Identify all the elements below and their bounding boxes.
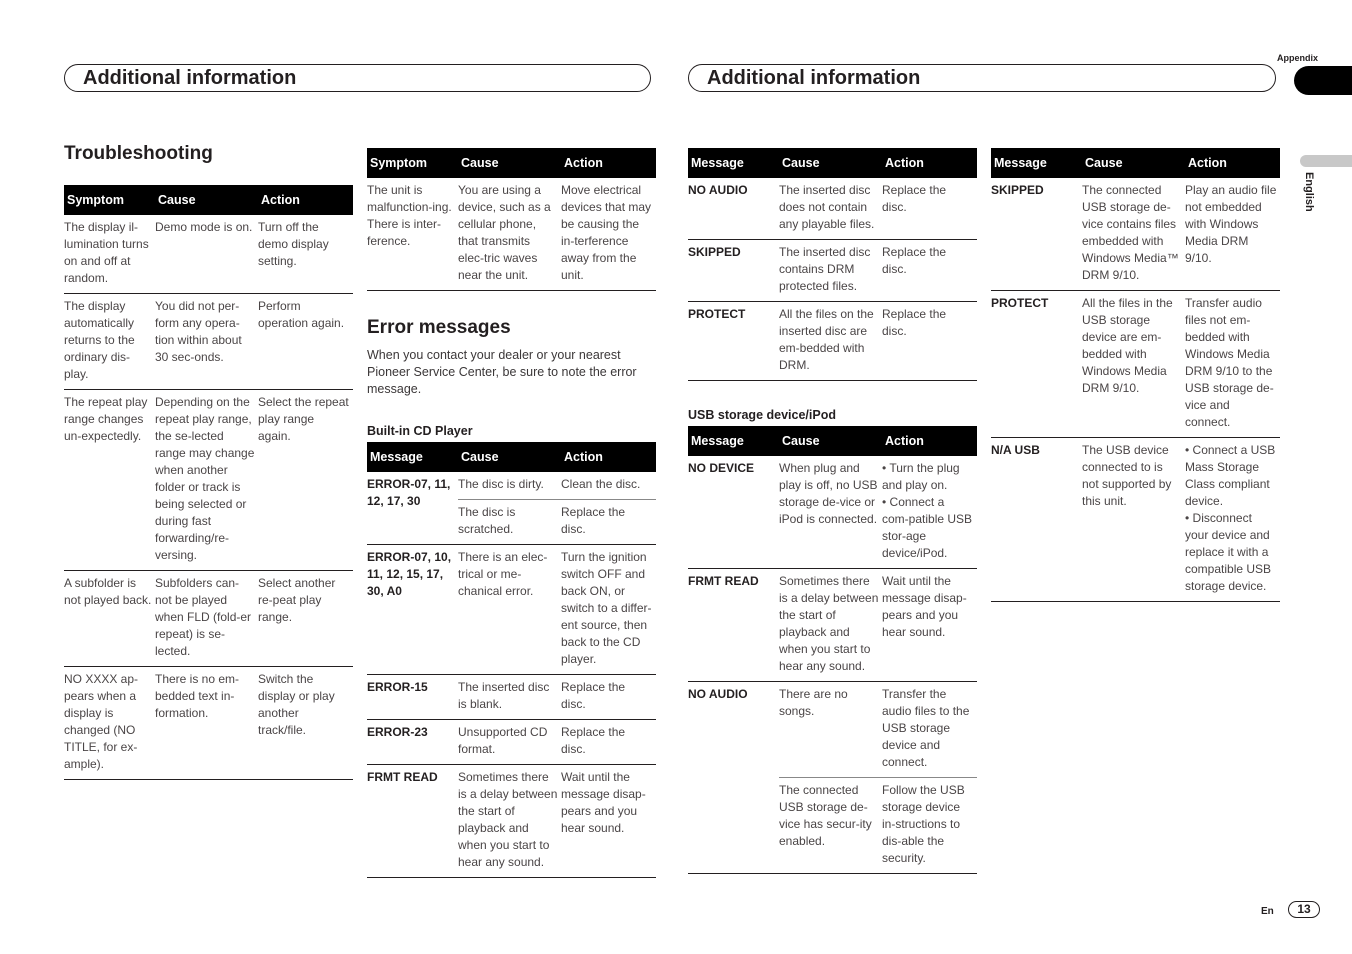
- symptom-cell: The display il-lumination turns on and off at random.: [64, 215, 155, 294]
- message-cell: PROTECT: [688, 302, 779, 381]
- cause-cell: Subfolders can-not be played when FLD (fold-er repeat) is se-lected.: [155, 571, 258, 667]
- appendix-tab-marker: [1294, 66, 1352, 95]
- symptom-cell: NO XXXX ap-pears when a display is changed (NO TITLE, for ex-ample).: [64, 667, 155, 780]
- action-cell: Replace the disc.: [561, 720, 656, 765]
- usb-error-table: [688, 426, 977, 874]
- message-cell: NO AUDIO: [688, 682, 779, 874]
- cause-cell: The disc is dirty.: [458, 477, 544, 491]
- col-symptom: Symptom: [64, 185, 155, 215]
- col-action: Action: [561, 442, 656, 472]
- message-cell: PROTECT: [991, 291, 1082, 438]
- symptom-cell: The unit is malfunction-ing. There is inter-ference.: [367, 178, 458, 291]
- table-row: [688, 569, 977, 682]
- col-action: Action: [258, 185, 353, 215]
- symptom-cell: The repeat play range changes un-expectedly.: [64, 390, 155, 571]
- action-cell: Replace the disc.: [561, 500, 656, 545]
- language-tab-marker: [1300, 155, 1352, 167]
- table-row: [64, 390, 353, 571]
- col-action: Action: [882, 148, 977, 178]
- action-cell: Turn off the demo display setting.: [258, 215, 353, 294]
- table-row: [367, 472, 656, 500]
- message-cell: ERROR-07, 10, 11, 12, 15, 17, 30, A0: [367, 545, 458, 675]
- table-row: [64, 667, 353, 780]
- table-row: [688, 456, 977, 569]
- error-messages-title: Error messages: [367, 317, 511, 338]
- cause-cell: All the files on the inserted disc are em-bedded with DRM.: [779, 302, 882, 381]
- col-action: Action: [882, 426, 977, 456]
- table-row: [367, 675, 656, 720]
- message-cell: N/A USB: [991, 438, 1082, 602]
- cause-cell: The inserted disc is blank.: [458, 675, 561, 720]
- appendix-label: Appendix: [1277, 53, 1319, 63]
- cause-cell: There are no songs.: [779, 687, 848, 718]
- action-cell: Replace the disc.: [882, 302, 977, 381]
- cause-cell: The inserted disc contains DRM protected files.: [779, 240, 882, 302]
- cause-cell: The connected USB storage de-vice contains files embedded with Windows Media™ DRM 9/10.: [1082, 178, 1185, 291]
- col-cause: Cause: [1082, 148, 1185, 178]
- col-cause: Cause: [458, 442, 561, 472]
- cause-cell: The disc is scratched.: [458, 500, 561, 545]
- col-cause: Cause: [779, 426, 882, 456]
- cause-cell: When plug and play is off, no USB storage de-vice or iPod is connected.: [779, 456, 882, 569]
- table-row: [367, 178, 656, 291]
- table-row: [991, 178, 1280, 291]
- cd-player-subtitle: Built-in CD Player: [367, 424, 473, 438]
- cause-cell: The inserted disc does not contain any playable files.: [779, 178, 882, 240]
- action-cell: Replace the disc.: [882, 240, 977, 302]
- cause-cell: Demo mode is on.: [155, 215, 258, 294]
- col-message: Message: [688, 148, 779, 178]
- page-number: 13: [1288, 901, 1320, 918]
- col-cause: Cause: [458, 148, 561, 178]
- language-tab: English: [1303, 172, 1315, 212]
- action-cell: Replace the disc.: [882, 178, 977, 240]
- table-row: [367, 545, 656, 675]
- action-cell: Perform operation again.: [258, 294, 353, 390]
- symptom-cell: A subfolder is not played back.: [64, 571, 155, 667]
- message-cell: NO DEVICE: [688, 456, 779, 569]
- table-row: [367, 720, 656, 765]
- action-cell: Wait until the message disap-pears and you hear sound.: [561, 765, 656, 878]
- table-row: [64, 571, 353, 667]
- message-cell: FRMT READ: [367, 765, 458, 878]
- usb-errors-column: [688, 148, 977, 874]
- table-row: [688, 178, 977, 240]
- col-symptom: Symptom: [367, 148, 458, 178]
- table-row: [688, 302, 977, 381]
- action-cell: Select another re-peat play range.: [258, 571, 353, 667]
- action-cell: • Connect a USB Mass Storage Class compliant device. • Disconnect your device and replace it with a compatible USB storage device.: [1185, 438, 1280, 602]
- usb-errors-continued-column: [991, 148, 1280, 602]
- action-cell: Transfer the audio files to the USB storage device and connect.: [882, 687, 970, 769]
- col-action: Action: [1185, 148, 1280, 178]
- cause-cell: There is an elec-trical or me-chanical error.: [458, 545, 561, 675]
- action-cell: Move electrical devices that may be causing the in-terference away from the unit.: [561, 178, 656, 291]
- cause-cell: You did not per-form any opera-tion within about 30 sec-onds.: [155, 294, 258, 390]
- usb-error-table-continued: [991, 148, 1280, 602]
- troubleshooting-table-continued: [367, 148, 656, 291]
- message-cell: ERROR-07, 11, 12, 17, 30: [367, 472, 458, 545]
- action-cell: Follow the USB storage device in-structions to dis-able the security.: [882, 778, 977, 874]
- table-row: [688, 682, 977, 778]
- table-row: [64, 294, 353, 390]
- error-messages-intro: When you contact your dealer or your nearest Pioneer Service Center, be sure to note the error message.: [367, 348, 637, 396]
- action-cell: Clean the disc.: [561, 477, 641, 491]
- col-message: Message: [688, 426, 779, 456]
- message-cell: ERROR-15: [367, 675, 458, 720]
- message-cell: ERROR-23: [367, 720, 458, 765]
- table-row: [991, 291, 1280, 438]
- action-cell: • Turn the plug and play on. • Connect a com-patible USB stor-age device/iPod.: [882, 456, 977, 569]
- col-action: Action: [561, 148, 656, 178]
- right-section-header: Additional information: [688, 64, 1276, 92]
- message-cell: FRMT READ: [688, 569, 779, 682]
- action-cell: Switch the display or play another track/file.: [258, 667, 353, 780]
- cause-cell: There is no em-bedded text in-formation.: [155, 667, 258, 780]
- symptom-cell: The display automatically returns to the ordinary dis-play.: [64, 294, 155, 390]
- col-cause: Cause: [779, 148, 882, 178]
- cause-cell: Sometimes there is a delay between the start of playback and when you start to hear any sound.: [458, 765, 561, 878]
- cause-cell: Sometimes there is a delay between the start of playback and when you start to hear any sound.: [779, 569, 882, 682]
- troubleshooting-table: [64, 185, 353, 780]
- cause-cell: All the files in the USB storage device are em-bedded with Windows Media DRM 9/10.: [1082, 291, 1185, 438]
- action-cell: Replace the disc.: [561, 675, 656, 720]
- action-cell: Turn the ignition switch OFF and back ON, or switch to a differ-ent source, then back to the CD player.: [561, 545, 656, 675]
- usb-subtitle: USB storage device/iPod: [688, 408, 836, 422]
- table-row: [991, 438, 1280, 602]
- table-row: [367, 765, 656, 878]
- troubleshooting-title: Troubleshooting: [64, 143, 213, 164]
- col-message: Message: [367, 442, 458, 472]
- cause-cell: You are using a device, such as a cellular phone, that transmits elec-tric waves near the unit.: [458, 178, 561, 291]
- cause-cell: Unsupported CD format.: [458, 720, 561, 765]
- table-row: [688, 240, 977, 302]
- message-cell: SKIPPED: [991, 178, 1082, 291]
- message-cell: NO AUDIO: [688, 178, 779, 240]
- action-cell: Select the repeat play range again.: [258, 390, 353, 571]
- error-messages-column: [367, 148, 656, 878]
- cause-cell: Depending on the repeat play range, the se-lected range may change when another folder or track is being selected or during fast forwarding/re-versing.: [155, 390, 258, 571]
- action-cell: Wait until the message disap-pears and you hear sound.: [882, 569, 977, 682]
- table-row: [64, 215, 353, 294]
- action-cell: Play an audio file not embedded with Windows Media DRM 9/10.: [1185, 178, 1280, 291]
- message-cell: SKIPPED: [688, 240, 779, 302]
- cd-error-table: [367, 442, 656, 878]
- footer-language: En: [1261, 906, 1274, 917]
- troubleshooting-column: [64, 143, 353, 780]
- col-message: Message: [991, 148, 1082, 178]
- cause-cell: The USB device connected to is not supported by this unit.: [1082, 438, 1185, 602]
- cd-error-table-continued: [688, 148, 977, 381]
- col-cause: Cause: [155, 185, 258, 215]
- left-section-header: Additional information: [64, 64, 651, 92]
- action-cell: Transfer audio files not em-bedded with Windows Media DRM 9/10 to the USB storage de-vice and connect.: [1185, 291, 1280, 438]
- cause-cell: The connected USB storage de-vice has secur-ity enabled.: [779, 778, 882, 874]
